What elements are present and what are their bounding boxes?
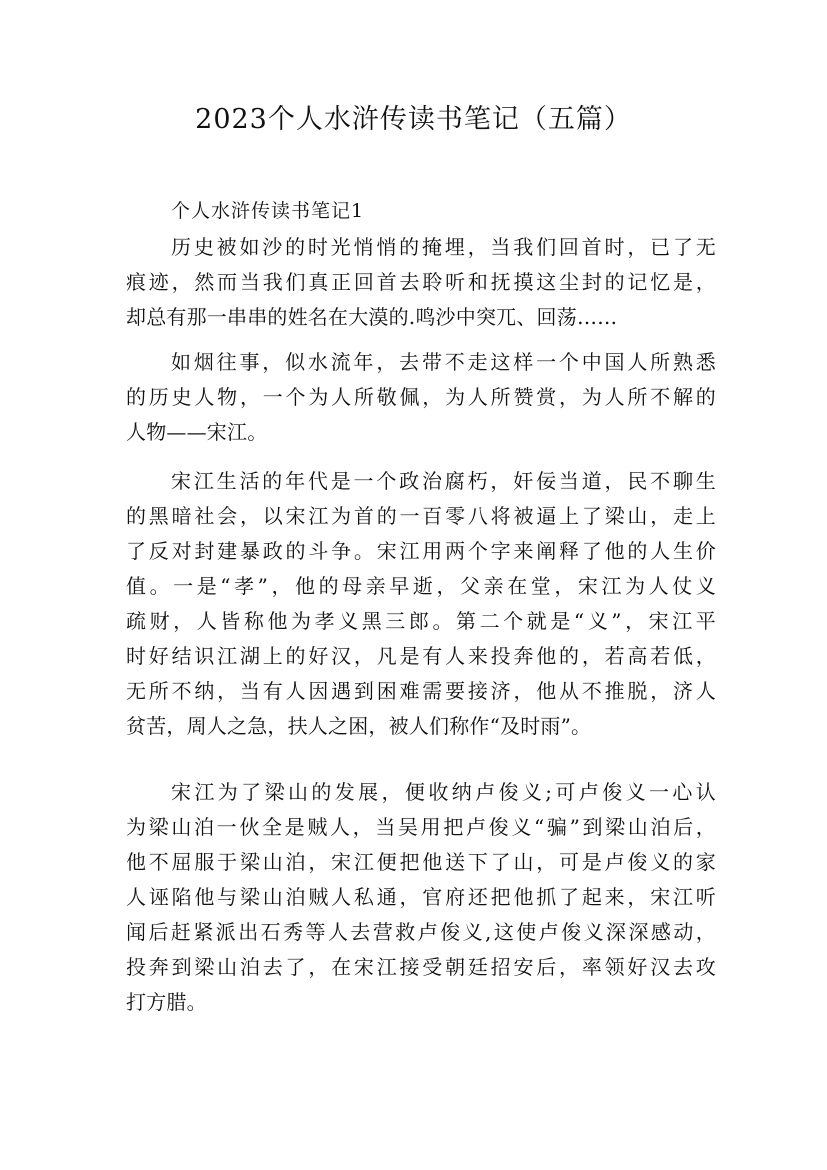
text-line: 痕迹，然而当我们真正回首去聆听和抚摸这尘封的记忆是，: [126, 270, 716, 294]
text-line: 历史被如沙的时光悄悄的掩埋，当我们回首时，已了无: [171, 235, 716, 259]
text-line: 无所不纳，当有人因遇到困难需要接济，他从不推脱，济人: [126, 679, 716, 703]
text-line: 人诬陷他与梁山泊贼人私通，官府还把他抓了起来，宋江听: [126, 885, 716, 909]
text-line: 他不屈服于梁山泊，宋江便把他送下了山，可是卢俊义的家: [126, 850, 716, 874]
document-title: 2023个人水浒传读书笔记（五篇）: [195, 104, 632, 135]
text-line: 了反对封建暴政的斗争。宋江用两个字来阐释了他的人生价: [126, 539, 716, 563]
text-line: 投奔到梁山泊去了，在宋江接受朝廷招安后，率领好汉去攻: [126, 955, 716, 979]
paragraph-3: [126, 464, 716, 744]
paragraph-4: [126, 775, 716, 1020]
text-line: 人物——宋江。: [126, 420, 268, 444]
paragraph-2: [126, 345, 716, 450]
text-line: 宋江为了梁山的发展，便收纳卢俊义;可卢俊义一心认: [171, 780, 716, 804]
text-line: 值。一是“孝”，他的母亲早逝，父亲在堂，宋江为人仗义: [126, 574, 716, 598]
text-line: 如烟往事，似水流年，去带不走这样一个中国人所熟悉: [171, 350, 716, 374]
text-line: 闻后赶紧派出石秀等人去营救卢俊义,这使卢俊义深深感动，: [126, 920, 716, 944]
text-line: 的历史人物，一个为人所敬佩，为人所赞赏，为人所不解的: [126, 385, 716, 409]
paragraph-1: [126, 230, 716, 335]
text-line: 打方腊。: [126, 990, 207, 1014]
text-line: 却总有那一串串的姓名在大漠的.鸣沙中突兀、回荡……: [126, 305, 618, 329]
text-line: 的黑暗社会，以宋江为首的一百零八将被逼上了梁山，走上: [126, 504, 716, 528]
text-line: 疏财，人皆称他为孝义黑三郎。第二个就是“义”，宋江平: [126, 609, 716, 633]
text-line: 为梁山泊一伙全是贼人，当吴用把卢俊义“骗”到梁山泊后，: [126, 815, 716, 839]
text-line: 贫苦，周人之急，扶人之困，被人们称作“及时雨”。: [126, 714, 592, 738]
section-heading: 个人水浒传读书笔记1: [171, 200, 365, 222]
text-line: 宋江生活的年代是一个政治腐朽，奸佞当道，民不聊生: [171, 469, 716, 493]
text-line: 时好结识江湖上的好汉，凡是有人来投奔他的，若高若低，: [126, 644, 716, 668]
